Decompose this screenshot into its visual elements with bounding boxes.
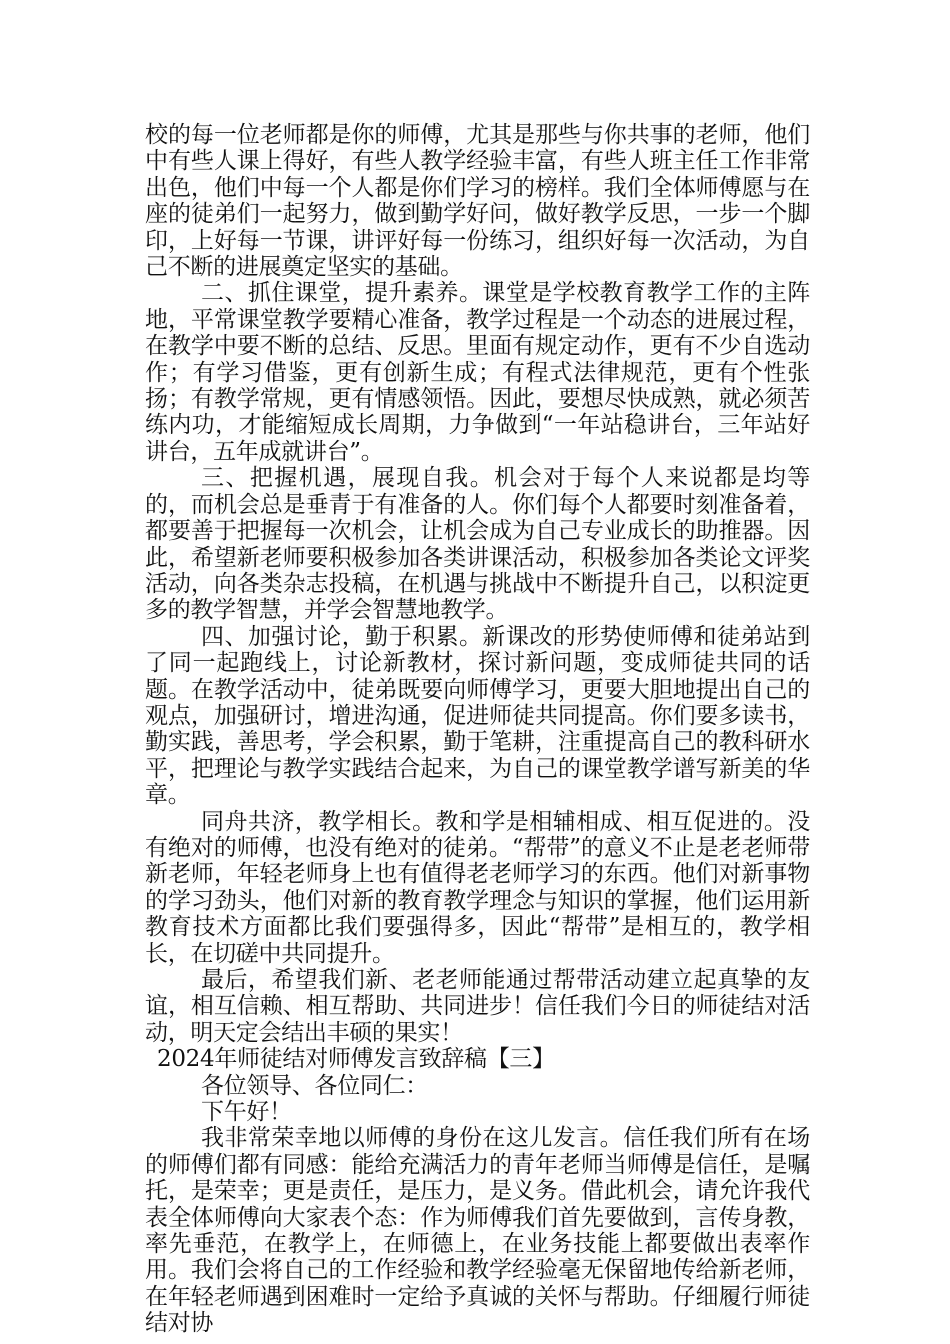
paragraph-mutual-growth: 同舟共济，教学相长。教和学是相辅相成、相互促进的。没有绝对的师傅，也没有绝对的徒弟。“帮带”的意义不止是老老师带新老师，年轻老师身上也有值得老老师学习的东西。他们对新事物的学习劲头，他们对新的教育教学理念与知识的掌握，他们运用新教育技术方面都比我们要强得多，因此“帮带”是相互的，教学相长，在切磋中共同提升。 <box>145 808 810 967</box>
paragraph-continuation: 校的每一位老师都是你的师傅，尤其是那些与你共事的老师，他们中有些人课上得好，有些人教学经验丰富，有些人班主任工作非常出色，他们中每一个人都是你们学习的榜样。我们全体师傅愿与在座的徒弟们一起努力，做到勤学好问，做好教学反思，一步一个脚印，上好每一节课，讲评好每一份练习，组织好每一次活动，为自己不断的进展奠定坚实的基础。 <box>145 122 810 281</box>
paragraph-point-two: 二、抓住课堂，提升素养。课堂是学校教育教学工作的主阵地，平常课堂教学要精心准备，教学过程是一个动态的进展过程，在教学中要不断的总结、反思。里面有规定动作，更有不少自选动作；有学习借鉴，更有创新生成；有程式法律规范，更有个性张扬；有教学常规，更有情感领悟。因此，要想尽快成熟，就必须苦练内功，才能缩短成长周期，力争做到“一年站稳讲台，三年站好讲台，五年成就讲台”。 <box>145 280 810 465</box>
section-title: 2024年师徒结对师傅发言致辞稿【三】 <box>157 1046 555 1073</box>
paragraph-speech-opening: 我非常荣幸地以师傅的身份在这儿发言。信任我们所有在场的师傅们都有同感：能给充满活力的青年老师当师傅是信任，是嘱托，是荣幸；更是责任，是压力，是义务。借此机会，请允许我代表全体师傅向大家表个态：作为师傅我们首先要做到，言传身教，率先垂范，在教学上，在师德上，在业务技能上都要做出表率作用。我们会将自己的工作经验和教学经验毫无保留地传给新老师，在年轻老师遇到困难时一定给予真诚的关怀与帮助。仔细履行师徒结对协 <box>145 1125 810 1337</box>
paragraph-point-three: 三、把握机遇，展现自我。机会对于每个人来说都是均等的，而机会总是垂青于有准备的人。你们每个人都要时刻准备着，都要善于把握每一次机会，让机会成为自己专业成长的助推器。因此，希望新老师要积极参加各类讲课活动，积极参加各类论文评奖活动，向各类杂志投稿，在机遇与挑战中不断提升自己，以积淀更多的教学智慧，并学会智慧地教学。 <box>145 465 810 624</box>
document-page <box>145 122 810 1337</box>
greeting: 下午好！ <box>201 1099 292 1126</box>
paragraph-conclusion: 最后，希望我们新、老老师能通过帮带活动建立起真挚的友谊，相互信赖、相互帮助、共同进步！信任我们今日的师徒结对活动，明天定会结出丰硕的果实！ <box>145 967 810 1046</box>
salutation: 各位领导、各位同仁： <box>201 1072 429 1099</box>
paragraph-point-four: 四、加强讨论，勤于积累。新课改的形势使师傅和徒弟站到了同一起跑线上，讨论新教材，探讨新问题，变成师徒共同的话题。在教学活动中，徒弟既要向师傅学习，更要大胆地提出自己的观点，加强研讨，增进沟通，促进师徒共同提高。你们要多读书，勤实践，善思考，学会积累，勤于笔耕，注重提高自己的教科研水平，把理论与教学实践结合起来，为自己的课堂教学谱写新美的华章。 <box>145 623 810 809</box>
